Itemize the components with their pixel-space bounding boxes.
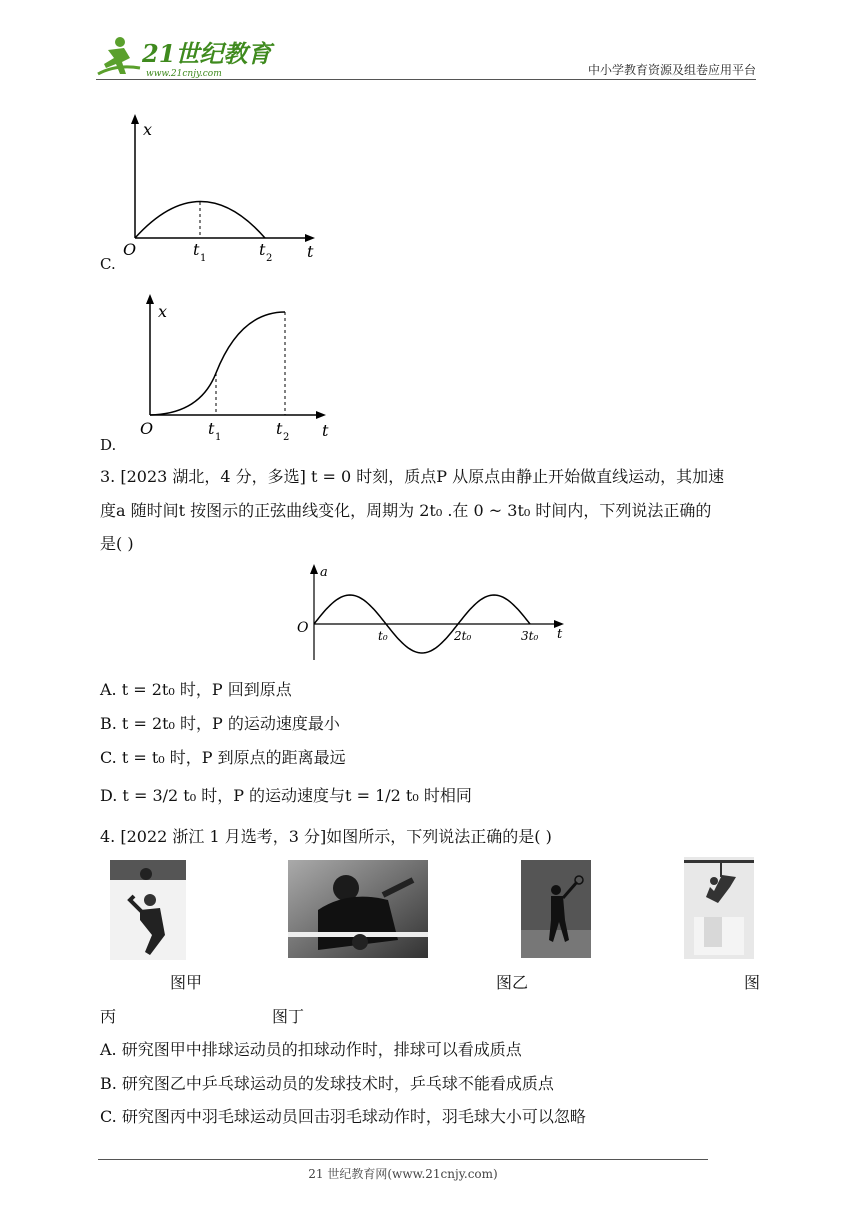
graph-c-t1-sub: 1 <box>200 253 207 264</box>
graph-d-t1-sub: 1 <box>215 432 222 443</box>
q4-option-b: B. 研究图乙中乒乓球运动员的发球技术时，乒乓球不能看成质点 <box>100 1074 554 1093</box>
q3-x-label: t <box>557 627 563 642</box>
q4-line-1: 4. [2022 浙江 1 月选考，3 分]如图所示，下列说法正确的是( ) <box>100 827 552 846</box>
graph-d <box>130 290 345 450</box>
caption-jia: 图甲 <box>170 973 203 992</box>
graph-c-t1: t <box>193 240 200 259</box>
caption-ding: 图丁 <box>272 1007 305 1026</box>
q3-origin: O <box>297 620 309 636</box>
photo-volleyball <box>110 860 186 960</box>
platform-name: 中小学教育资源及组卷应用平台 <box>587 63 756 77</box>
graph-d-y-label: x <box>158 302 168 321</box>
header-divider <box>96 79 756 80</box>
photo-table-tennis <box>288 860 428 958</box>
svg-text:21世纪教育: 21世纪教育 <box>142 39 272 68</box>
q3-y-arrow <box>310 564 318 574</box>
graph-d-t1: t <box>208 419 215 438</box>
q4-option-a: A. 研究图甲中排球运动员的扣球动作时，排球可以看成质点 <box>100 1040 522 1059</box>
q3-option-c: C. t = t₀ 时，P 到原点的距离最远 <box>100 748 346 767</box>
caption-bing-part1: 图 <box>744 973 761 992</box>
graph-d-y-arrow <box>146 294 154 304</box>
footer-divider <box>98 1159 708 1160</box>
graph-d-curve <box>150 312 285 415</box>
graph-c-y-label: x <box>143 120 153 139</box>
graph-d-t2: t <box>276 419 283 438</box>
graph-c-t2: t <box>259 240 266 259</box>
graph-d-t2-sub: 2 <box>283 432 290 443</box>
footer-text: 21 世纪教育网(www.21cnjy.com) <box>308 1167 498 1181</box>
q3-tick-3t0: 3t₀ <box>521 629 539 643</box>
caption-yi: 图乙 <box>496 973 529 992</box>
graph-d-origin: O <box>140 419 154 438</box>
q4-option-c: C. 研究图丙中羽毛球运动员回击羽毛球动作时，羽毛球大小可以忽略 <box>100 1107 586 1126</box>
graph-q3-sine <box>292 560 577 665</box>
graph-c <box>115 110 335 270</box>
q3-line-1: 3. [2023 湖北，4 分，多选] t = 0 时刻，质点P 从原点由静止开始做直线运动，其加速 <box>100 467 725 486</box>
graph-c-t2-sub: 2 <box>266 253 273 264</box>
photo-badminton <box>521 860 591 958</box>
graph-c-origin: O <box>123 240 137 259</box>
site-logo <box>96 34 276 80</box>
caption-bing-part2: 丙 <box>100 1007 117 1026</box>
q3-line-3: 是( ) <box>100 534 134 553</box>
option-c-label: C. <box>100 255 116 273</box>
graph-d-x-arrow <box>316 411 326 419</box>
q3-tick-t0: t₀ <box>378 629 388 643</box>
q3-option-b: B. t = 2t₀ 时，P 的运动速度最小 <box>100 714 340 733</box>
option-d-label: D. <box>100 436 117 454</box>
graph-c-x-label: t <box>307 242 314 261</box>
photo-gymnastics <box>684 857 754 959</box>
q3-option-a: A. t = 2t₀ 时，P 回到原点 <box>100 680 292 699</box>
graph-c-y-arrow <box>131 114 139 124</box>
graph-c-x-arrow <box>305 234 315 242</box>
q3-line-2: 度a 随时间t 按图示的正弦曲线变化，周期为 2t₀ .在 0 ~ 3t₀ 时间内，下列说法正确的 <box>100 501 712 520</box>
q3-y-label: a <box>320 565 328 580</box>
q3-tick-2t0: 2t₀ <box>454 629 472 643</box>
svg-text:www.21cnjy.com: www.21cnjy.com <box>146 69 222 79</box>
graph-d-x-label: t <box>322 421 329 440</box>
runner-icon <box>98 37 140 74</box>
q3-option-d: D. t = 3/2 t₀ 时，P 的运动速度与t = 1/2 t₀ 时相同 <box>100 786 472 805</box>
